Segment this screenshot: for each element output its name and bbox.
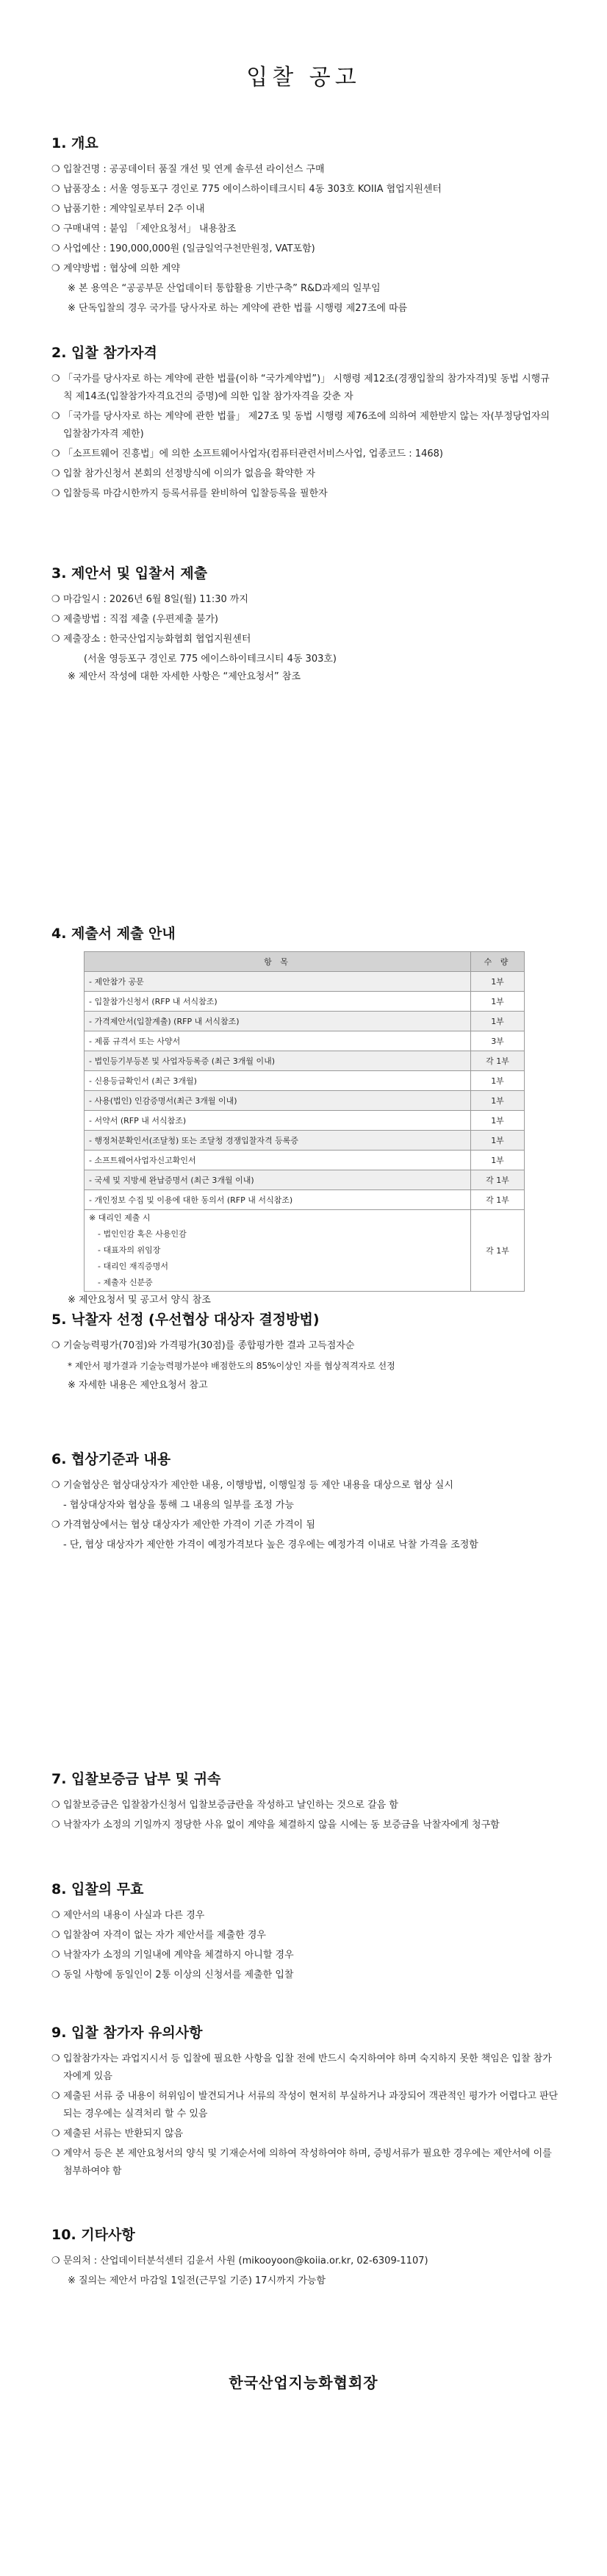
circle-bullet-icon: ❍ — [51, 411, 60, 422]
section-other — [51, 2224, 558, 2292]
section-qualification — [51, 342, 558, 505]
circle-bullet-icon: ❍ — [51, 1910, 60, 1921]
table-row-agent: ※ 대리인 제출 시 - 법인인감 혹은 사용인감 - 대표자의 위임장 - 대리인 재직증명서 - 제출자 신분증 각 1부 — [85, 1210, 525, 1292]
list-item: ❍ 「국가를 당사자로 하는 계약에 관한 법률(이하 “국가계약법”)」 시행령 제12조(경쟁입찰의 참가자격)및 동법 시행규칙 제14조(입찰참가자격요건의 증명)에 의한 입찰 참가자격을 갖춘 자 — [51, 371, 558, 406]
circle-bullet-icon: ❍ — [51, 263, 60, 274]
section-heading: 2. 입찰 참가자격 — [51, 345, 157, 361]
circle-bullet-icon: ❍ — [51, 2053, 60, 2064]
list-item: ❍ 제출된 서류는 반환되지 않음 — [51, 2125, 558, 2143]
circle-bullet-icon: ❍ — [51, 2091, 60, 2102]
section-documents — [51, 923, 558, 1312]
section-negotiation — [51, 1448, 558, 1556]
table-row: - 서약서 (RFP 내 서식참조) 1부 — [85, 1111, 525, 1131]
circle-bullet-icon: ❍ — [51, 243, 60, 254]
documents-table — [84, 951, 525, 1292]
table-header-qty: 수 량 — [471, 952, 525, 972]
circle-bullet-icon: ❍ — [51, 1969, 60, 1981]
circle-bullet-icon: ❍ — [51, 1950, 60, 1961]
sub-item: - 협상대상자와 협상을 통해 그 내용의 일부를 조정 가능 — [63, 1500, 295, 1511]
circle-bullet-icon: ❍ — [51, 164, 60, 175]
section-heading: 1. 개요 — [51, 135, 98, 151]
sub-item: - 단, 협상 대상자가 제안한 가격이 예정가격보다 높은 경우에는 예정가격 이내로 낙찰 가격을 조정함 — [63, 1539, 478, 1550]
list-item: ❍ 계약서 등은 본 제안요청서의 양식 및 기재순서에 의하여 작성하여야 하며, 증빙서류가 필요한 경우에는 제안서에 이를 첨부하여야 함 — [51, 2145, 558, 2180]
table-row: - 소프트웨어사업자신고확인서 1부 — [85, 1151, 525, 1170]
circle-bullet-icon: ❍ — [51, 2128, 60, 2139]
table-row: - 법인등기부등본 및 사업자등록증 (최근 3개월 이내) 각 1부 — [85, 1051, 525, 1071]
circle-bullet-icon: ❍ — [51, 614, 60, 625]
table-row: - 신용등급확인서 (최근 3개월) 1부 — [85, 1071, 525, 1091]
circle-bullet-icon: ❍ — [51, 184, 60, 195]
table-row: - 개인정보 수집 및 이용에 대한 동의서 (RFP 내 서식참조) 각 1부 — [85, 1190, 525, 1210]
table-row: - 가격제안서(입찰계출) (RFP 내 서식참조) 1부 — [85, 1012, 525, 1031]
address: (서울 영등포구 경인로 775 에이스하이테크시티 4동 303호) — [84, 654, 337, 665]
circle-bullet-icon: ❍ — [51, 1930, 60, 1941]
circle-bullet-icon: ❍ — [51, 1340, 60, 1351]
note: ※ 제안요청서 및 공고서 양식 참조 — [68, 1295, 211, 1306]
table-row: - 제안참가 공문 1부 — [85, 972, 525, 992]
note: * 제안서 평가결과 기술능력평가분야 배점한도의 85%이상인 자를 협상적격자로 선정 — [68, 1361, 395, 1371]
list-item: ❍ 제안서의 내용이 사실과 다른 경우 — [51, 1907, 558, 1925]
note: ※ 자세한 내용은 제안요청서 참고 — [68, 1380, 208, 1391]
list-item: ❍ 낙찰자가 소정의 기일까지 정당한 사유 없이 계약을 체결하지 않을 시에는 동 보증금을 낙찰자에게 청구함 — [51, 1817, 558, 1834]
table-row: - 국세 및 지방세 완납증명서 (최근 3개월 이내) 각 1부 — [85, 1170, 525, 1190]
list-item: ❍ 낙찰자가 소정의 기일내에 계약을 체결하지 아니할 경우 — [51, 1947, 558, 1964]
section-heading: 10. 기타사항 — [51, 2227, 135, 2243]
list-item: ❍ 제출장소 : 한국산업지능화협회 협업지원센터 — [51, 631, 558, 648]
section-heading: 8. 입찰의 무효 — [51, 1881, 144, 1897]
section-invalid — [51, 1878, 558, 1986]
list-item: ❍ 문의처 : 산업데이터분석센터 김윤서 사원 (mikooyoon@koiia.or.kr, 02-6309-1107) — [51, 2253, 558, 2270]
circle-bullet-icon: ❍ — [51, 2148, 60, 2159]
list-item: ❍ 가격협상에서는 협상 대상자가 제안한 가격이 기준 가격이 됨 — [51, 1517, 558, 1534]
list-item: ❍ 구매내역 : 붙임 「제안요청서」 내용참조 — [51, 221, 558, 238]
circle-bullet-icon: ❍ — [51, 223, 60, 235]
list-item: ❍ 입찰참여 자격이 없는 자가 제안서를 제출한 경우 — [51, 1927, 558, 1944]
section-heading: 6. 협상기준과 내용 — [51, 1451, 171, 1467]
circle-bullet-icon: ❍ — [51, 488, 60, 499]
section-overview — [51, 132, 558, 320]
section-heading: 9. 입찰 참가자 유의사항 — [51, 2025, 203, 2041]
table-header-item: 항 목 — [85, 952, 471, 972]
circle-bullet-icon: ❍ — [51, 1820, 60, 1831]
note: ※ 본 용역은 “공공부문 산업데이터 통합활용 기반구축” R&D과제의 일부임 — [68, 283, 381, 294]
table-row: - 입찰참가신청서 (RFP 내 서식참조) 1부 — [85, 992, 525, 1012]
list-item: ❍ 사업예산 : 190,000,000원 (일금일억구천만원정, VAT포함) — [51, 240, 558, 258]
table-row: - 제품 규격서 또는 사양서 3부 — [85, 1031, 525, 1051]
list-item: ❍ 제출방법 : 직접 제출 (우편제출 불가) — [51, 611, 558, 629]
note: ※ 질의는 제안서 마감일 1일전(근무일 기준) 17시까지 가능함 — [68, 2275, 326, 2286]
section-heading: 7. 입찰보증금 납부 및 귀속 — [51, 1771, 221, 1787]
circle-bullet-icon: ❍ — [51, 468, 60, 479]
circle-bullet-icon: ❍ — [51, 2255, 60, 2266]
circle-bullet-icon: ❍ — [51, 1800, 60, 1811]
table-row: - 행정처분확인서(조달청) 또는 조달청 경쟁입찰자격 등록증 1부 — [85, 1131, 525, 1151]
list-item: ❍ 계약방법 : 협상에 의한 계약 — [51, 260, 558, 278]
list-item: ❍ 입찰 참가신청서 본회의 선정방식에 이의가 없음을 확약한 자 — [51, 465, 558, 483]
section-heading: 4. 제출서 제출 안내 — [51, 926, 176, 942]
circle-bullet-icon: ❍ — [51, 594, 60, 605]
circle-bullet-icon: ❍ — [51, 373, 60, 384]
note: ※ 단독입찰의 경우 국가를 당사자로 하는 계약에 관한 법률 시행령 제27조에 따름 — [68, 303, 408, 314]
section-submission — [51, 562, 558, 688]
list-item: ❍ 입찰등록 마감시한까지 등록서류를 완비하여 입찰등록을 필한자 — [51, 485, 558, 503]
circle-bullet-icon: ❍ — [51, 1520, 60, 1531]
circle-bullet-icon: ❍ — [51, 204, 60, 215]
section-heading: 3. 제안서 및 입찰서 제출 — [51, 565, 208, 582]
list-item: ❍ 「소프트웨어 진흥법」에 의한 소프트웨어사업자(컴퓨터관련서비스사업, 업종코드 : 1468) — [51, 446, 558, 463]
list-item: ❍ 납품기한 : 계약일로부터 2주 이내 — [51, 201, 558, 218]
section-deposit — [51, 1768, 558, 1836]
issuer-signature: 한국산업지능화협회장 — [229, 2374, 378, 2391]
circle-bullet-icon: ❍ — [51, 634, 60, 645]
section-heading: 5. 낙찰자 선정 (우선협상 대상자 결정방법) — [51, 1312, 320, 1328]
table-row: - 사용(법인) 인감증명서(최근 3개월 이내) 1부 — [85, 1091, 525, 1111]
list-item: ❍ 입찰보증금은 입찰참가신청서 입찰보증금란을 작성하고 날인하는 것으로 갈음 함 — [51, 1797, 558, 1814]
list-item: ❍ 「국가를 당사자로 하는 계약에 관한 법률」 제27조 및 동법 시행령 제76조에 의하여 제한받지 않는 자(부정당업자의 입찰참가자격 제한) — [51, 408, 558, 443]
circle-bullet-icon: ❍ — [51, 448, 60, 459]
list-item: ❍ 마감일시 : 2026년 6월 8일(월) 11:30 까지 — [51, 591, 558, 609]
list-item: ❍ 기술협상은 협상대상자가 제안한 내용, 이행방법, 이행일정 등 제안 내용을 대상으로 협상 실시 — [51, 1477, 558, 1495]
section-precautions — [51, 2022, 558, 2183]
circle-bullet-icon: ❍ — [51, 1480, 60, 1491]
list-item: ❍ 입찰건명 : 공공데이터 품질 개선 및 연계 솔루션 라이선스 구매 — [51, 161, 558, 179]
list-item: ❍ 납품장소 : 서울 영등포구 경인로 775 에이스하이테크시티 4동 303호 KOIIA 협업지원센터 — [51, 181, 558, 198]
list-item: ❍ 입찰참가자는 과업지시서 등 입찰에 필요한 사항을 입찰 전에 반드시 숙지하여야 하며 숙지하지 못한 책임은 입찰 참가자에게 있음 — [51, 2050, 558, 2086]
note: ※ 제안서 작성에 대한 자세한 사항은 “제안요청서” 참조 — [68, 671, 301, 682]
list-item: ❍ 동일 사항에 동일인이 2통 이상의 신청서를 제출한 입찰 — [51, 1967, 558, 1984]
list-item: ❍ 기술능력평가(70점)와 가격평가(30점)를 종합평가한 결과 고득점자순 — [51, 1337, 558, 1355]
page-title: 입찰 공고 — [246, 65, 361, 90]
section-selection — [51, 1309, 558, 1397]
list-item: ❍ 제출된 서류 중 내용이 허위임이 발견되거나 서류의 작성이 현저히 부실하거나 과장되어 객관적인 평가가 어렵다고 판단되는 경우에는 실격처리 할 수 있음 — [51, 2088, 558, 2123]
